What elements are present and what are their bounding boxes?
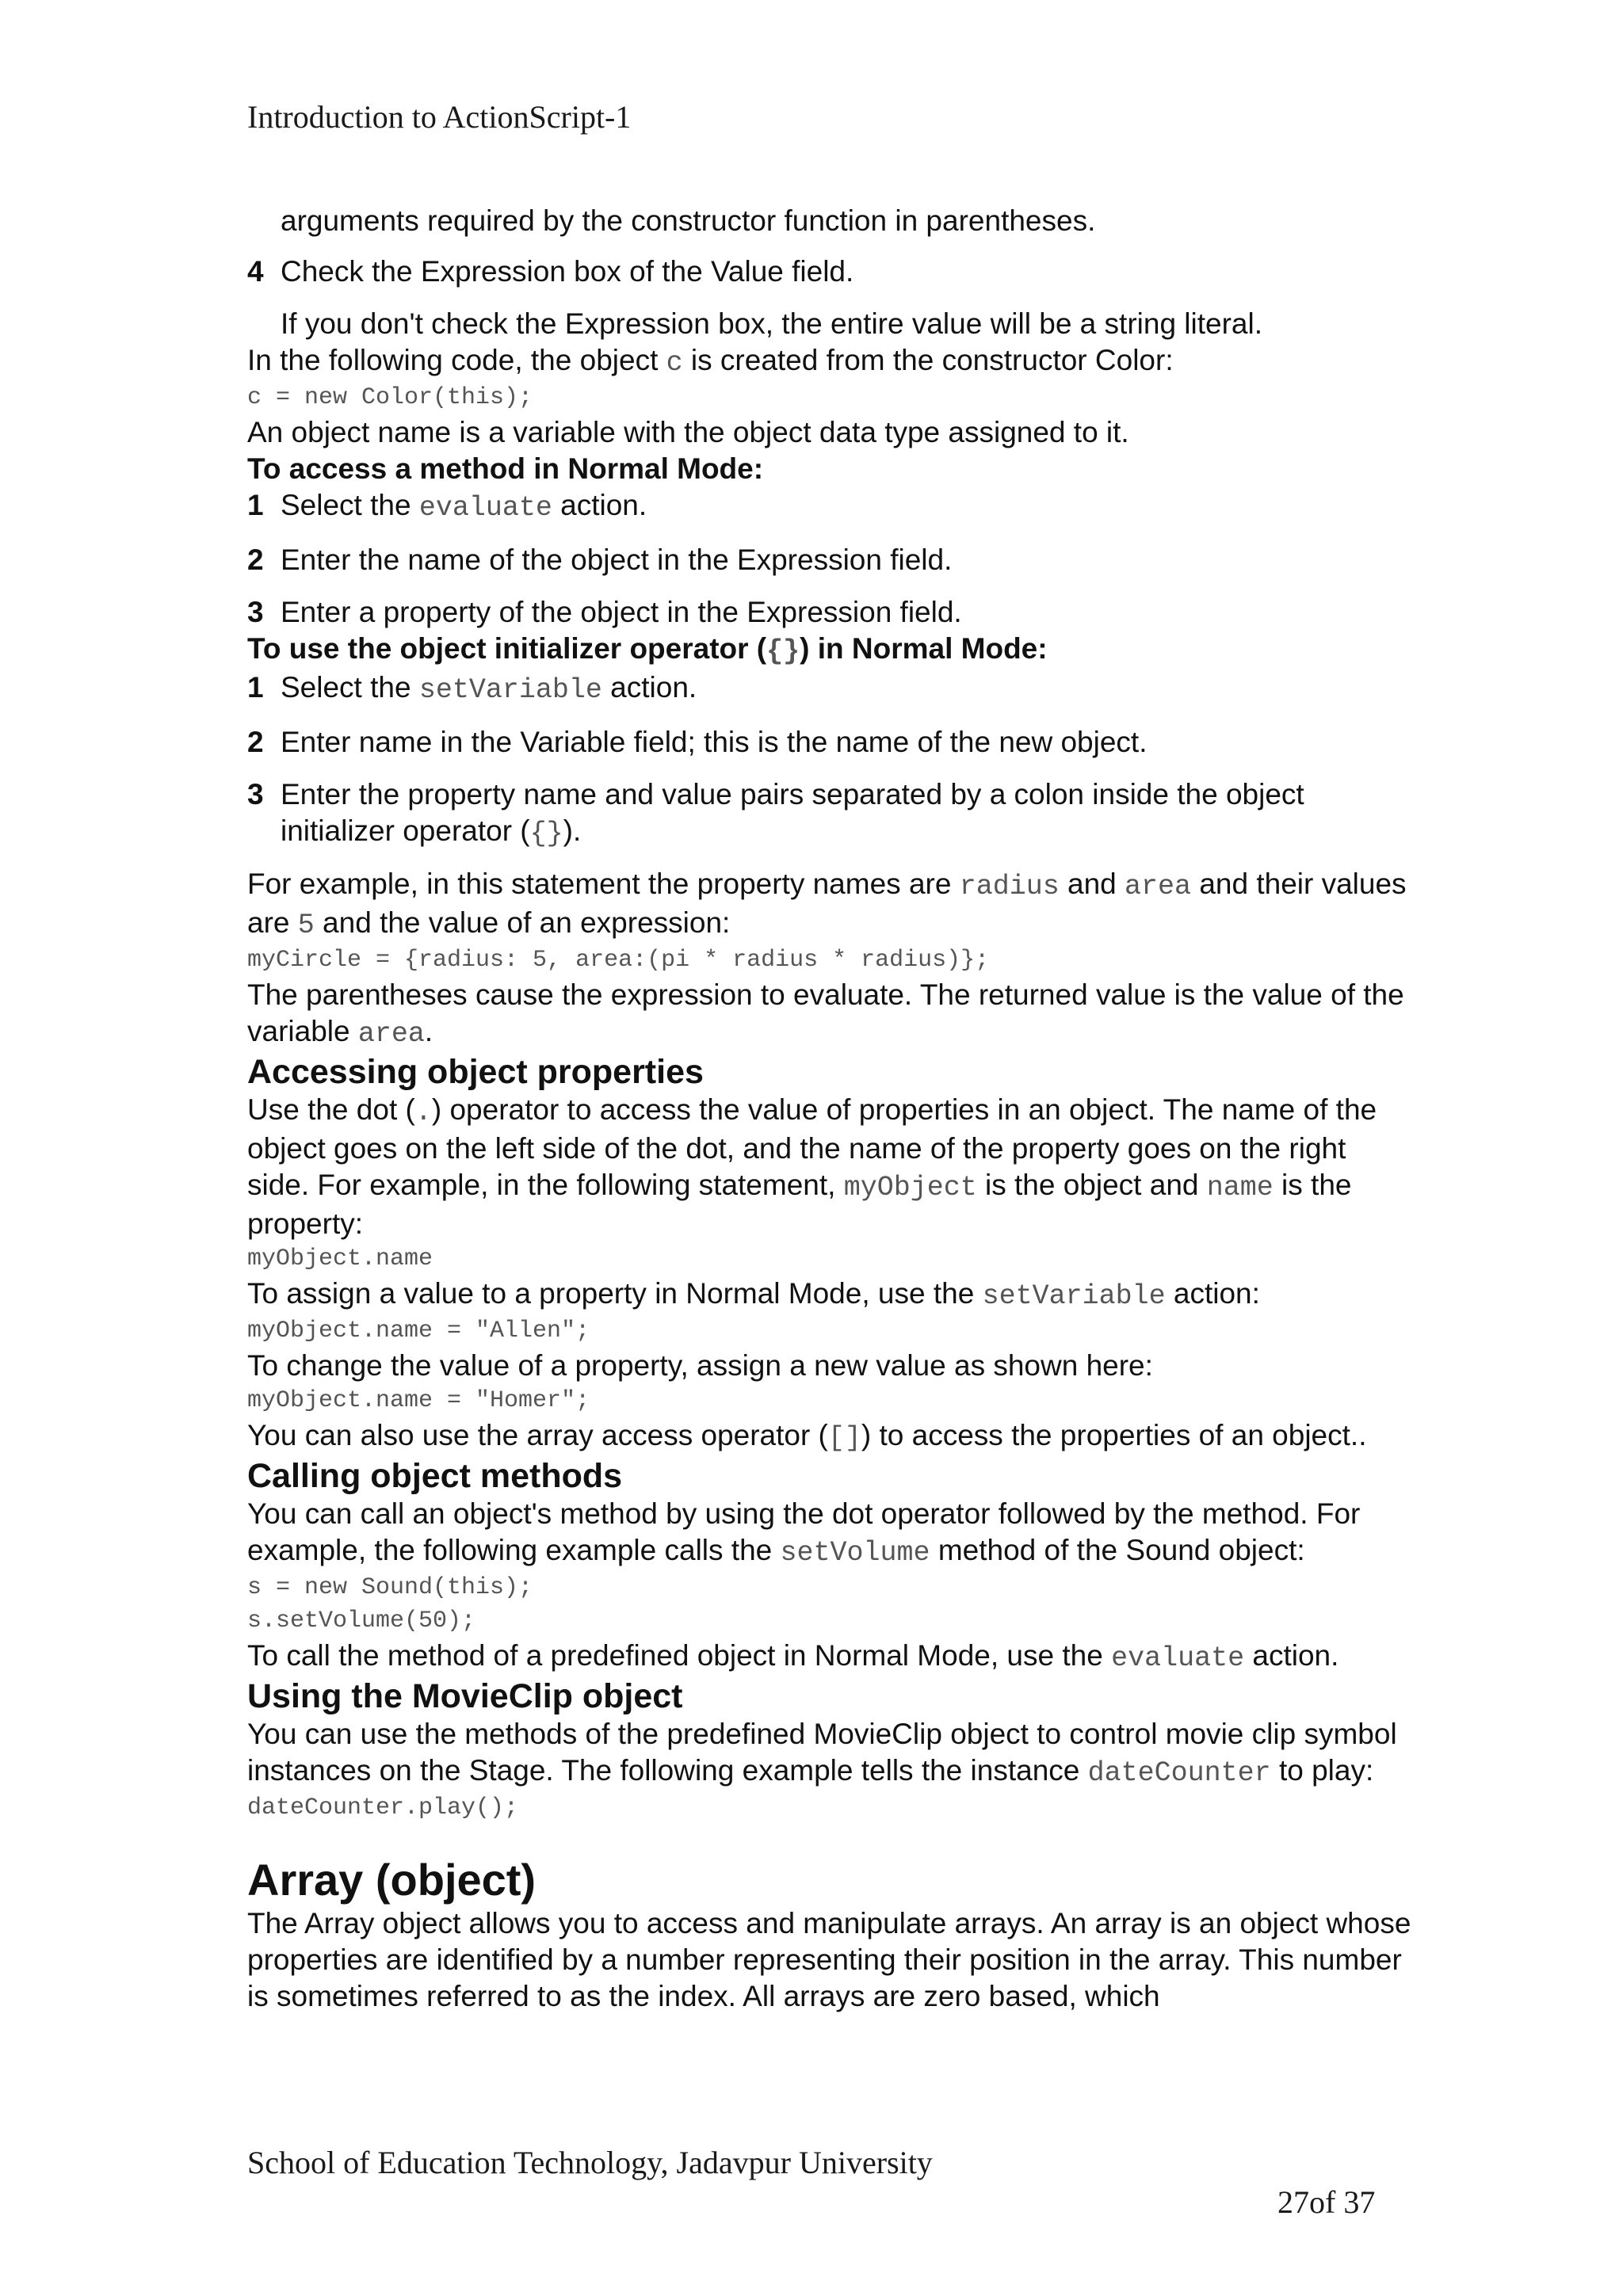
text-run: ) operator to access the value of properties in an object. The name of the object goes on the left side of the dot, and the name of the property goes on the right side. For example, in the following statement,: [247, 1093, 1377, 1201]
inline-code: myObject: [843, 1172, 977, 1203]
step-number: 2: [247, 726, 264, 758]
text-run: action.: [601, 671, 697, 704]
inline-code: setVariable: [418, 674, 602, 706]
inline-code: []: [827, 1422, 861, 1454]
text-run: Select the: [281, 671, 419, 704]
inline-code: area: [1125, 871, 1192, 902]
inline-code: {}: [766, 635, 800, 667]
text-run: ).: [563, 814, 582, 847]
paragraph: To change the value of a property, assign a new value as shown here:: [247, 1349, 1153, 1382]
paragraph: [247, 1417, 1412, 1456]
text-run: You can call an object's method by using the dot operator followed by the method. For example, the following example calls the: [247, 1497, 1361, 1566]
text-run: is created from the constructor Color:: [682, 344, 1174, 376]
text-run: action.: [1244, 1639, 1339, 1672]
step-item: [247, 487, 1412, 526]
code-line: myCircle = {radius: 5, area:(pi * radius * radius)};: [247, 947, 990, 974]
step-item: [247, 254, 1412, 290]
text-run: method of the Sound object:: [930, 1534, 1305, 1566]
paragraph: [247, 1092, 1412, 1242]
continued-text: arguments required by the constructor function in parentheses.: [281, 204, 1096, 237]
step-item: [247, 542, 1412, 578]
text-run: and: [1059, 868, 1125, 900]
paragraph: [247, 977, 1412, 1052]
section-heading: Using the MovieClip object: [247, 1677, 683, 1715]
procedure-heading: To access a method in Normal Mode:: [247, 452, 764, 485]
step-text: Enter a property of the object in the Expression field.: [281, 596, 962, 628]
paragraph: [247, 1638, 1412, 1676]
inline-code: dateCounter: [1087, 1757, 1271, 1789]
text-run: To assign a value to a property in Normal Mode, use the: [247, 1277, 983, 1310]
paragraph: [247, 1716, 1412, 1791]
text-run: and the value of an expression:: [314, 906, 731, 939]
code-line: c = new Color(this);: [247, 384, 533, 411]
step-item: [247, 776, 1412, 852]
step-number: 4: [247, 255, 264, 288]
text-run: You can also use the array access operator (: [247, 1419, 828, 1451]
text-run: action.: [552, 489, 647, 521]
page-number: 27of 37: [1277, 2184, 1376, 2220]
paragraph: [247, 1276, 1412, 1314]
text-run: To use the object initializer operator (: [247, 632, 767, 665]
step-text: Enter the name of the object in the Expression field.: [281, 543, 953, 576]
code-line: myObject.name = "Homer";: [247, 1387, 590, 1414]
text-run: action:: [1165, 1277, 1260, 1310]
paragraph: The Array object allows you to access and manipulate arrays. An array is an object whose properties are identified by a number representing their position in the array. This number is sometimes referred to as the index. All arrays are zero based, which: [247, 1907, 1411, 2012]
text-run: The parentheses cause the expression to evaluate. The returned value is the value of the variable: [247, 978, 1404, 1047]
text-run: is the property:: [247, 1169, 1352, 1240]
text-run: is the object and: [976, 1169, 1207, 1201]
inline-code: radius: [959, 871, 1060, 902]
paragraph: [247, 1496, 1412, 1571]
text-run: ) to access the properties of an object..: [861, 1419, 1367, 1451]
step-text: Enter name in the Variable field; this is the name of the new object.: [281, 726, 1148, 758]
text-run: Select the: [281, 489, 419, 521]
step-number: 1: [247, 489, 264, 521]
text-run: Use the dot (: [247, 1093, 415, 1126]
text-run: You can use the methods of the predefined MovieClip object to control movie clip symbol instances on the Stage. The following example tells the instance: [247, 1718, 1397, 1787]
step-item: [247, 594, 1412, 631]
procedure-heading: [247, 631, 1412, 669]
text-run: and their values are: [247, 868, 1407, 939]
text-run: To call the method of a predefined object in Normal Mode, use the: [247, 1639, 1112, 1672]
step-note: If you don't check the Expression box, the entire value will be a string literal.: [281, 307, 1262, 340]
inline-code: 5: [297, 910, 315, 941]
text-run: In the following code, the object: [247, 344, 666, 376]
code-line: myObject.name: [247, 1245, 433, 1272]
step-item: [247, 669, 1412, 708]
inline-code: c: [666, 347, 683, 379]
running-footer: School of Education Technology, Jadavpur University: [247, 2145, 933, 2180]
text-run: For example, in this statement the property names are: [247, 868, 960, 900]
paragraph: [247, 342, 1412, 381]
inline-code: evaluate: [418, 492, 552, 524]
section-heading: Accessing object properties: [247, 1053, 704, 1091]
step-number: 1: [247, 671, 264, 704]
text-run: .: [424, 1015, 433, 1047]
text-run: Enter the property name and value pairs separated by a colon inside the object initializer operator (: [281, 778, 1304, 847]
text-run: to play:: [1270, 1754, 1374, 1787]
step-text: Check the Expression box of the Value field.: [281, 255, 854, 288]
paragraph: [247, 866, 1412, 944]
inline-code: .: [414, 1097, 432, 1128]
code-line: dateCounter.play();: [247, 1794, 519, 1821]
inline-code: name: [1206, 1172, 1274, 1203]
step-item: [247, 724, 1412, 761]
paragraph: An object name is a variable with the object data type assigned to it.: [247, 416, 1129, 448]
inline-code: {}: [529, 818, 563, 849]
inline-code: setVariable: [982, 1280, 1166, 1312]
code-line: myObject.name = "Allen";: [247, 1318, 590, 1344]
inline-code: area: [357, 1018, 425, 1050]
inline-code: evaluate: [1111, 1642, 1245, 1674]
section-heading: Calling object methods: [247, 1457, 623, 1495]
code-line: s.setVolume(50);: [247, 1608, 476, 1634]
code-line: s = new Sound(this);: [247, 1574, 533, 1601]
page-body: [247, 203, 1412, 2015]
chapter-heading: Array (object): [247, 1855, 537, 1905]
running-header: Introduction to ActionScript-1: [247, 99, 632, 135]
inline-code: setVolume: [780, 1537, 930, 1569]
step-number: 2: [247, 543, 264, 576]
step-number: 3: [247, 596, 264, 628]
text-run: ) in Normal Mode:: [800, 632, 1048, 665]
step-number: 3: [247, 778, 264, 810]
